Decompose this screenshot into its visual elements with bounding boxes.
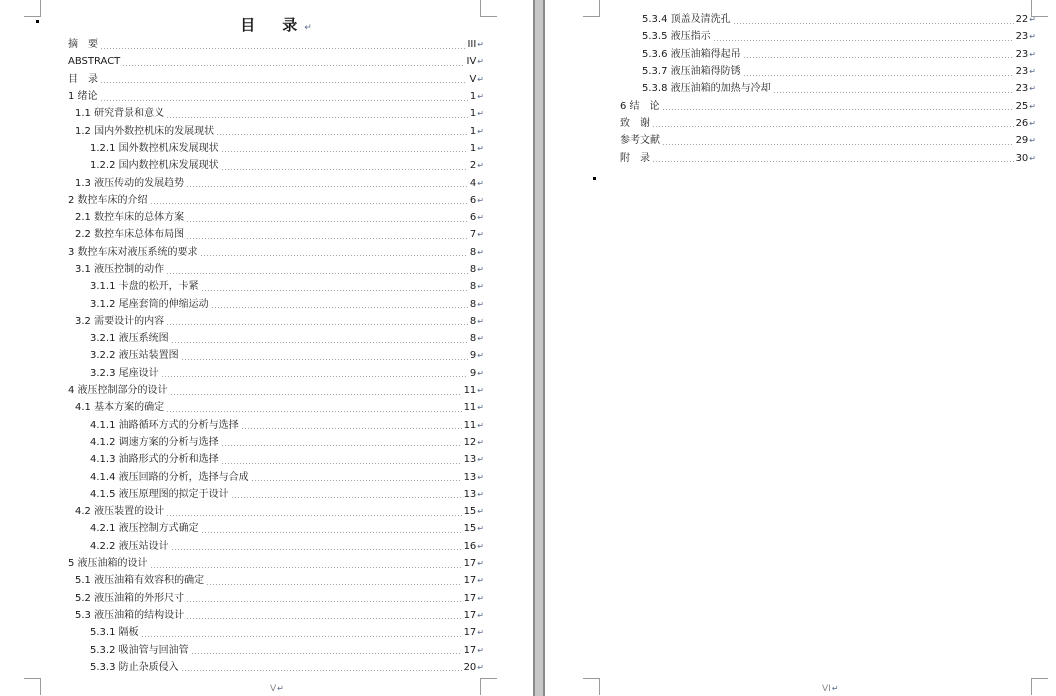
toc-entry[interactable] [68,53,484,70]
toc-entry[interactable] [68,244,484,261]
toc-entry[interactable] [68,434,484,451]
toc-entry[interactable] [68,192,484,209]
crop-mark [24,678,41,695]
toc-entry[interactable] [68,590,484,607]
paragraph-return-mark: ↵ [477,628,484,638]
toc-entry-label: 1.1 研究背景和意义 [75,108,165,120]
toc-entry-page: 23 [1015,83,1029,95]
toc-entry-label: 4.1.4 液压回路的分析，选择与合成 [90,471,249,483]
toc-leader-dots [231,497,462,498]
paragraph-return-mark: ↵ [477,576,484,586]
toc-entry-label: 5.1 液压油箱有效容积的确定 [75,575,205,587]
toc-entry-label: 4.1.2 调速方案的分析与选择 [90,436,219,448]
paragraph-return-mark: ↵ [477,403,484,413]
toc-entry-page: 13 [463,454,477,466]
toc-entry-label: 5 液压油箱的设计 [68,558,148,570]
paragraph-return-mark: ↵ [477,489,484,499]
toc-entry-label: 4.2.1 液压控制方式确定 [90,523,199,535]
toc-entry[interactable] [68,209,484,226]
toc-entry-label: 5.3.4 顶盖及清洗孔 [642,14,731,26]
paragraph-return-mark: ↵ [477,351,484,361]
toc-entry-page: 11 [463,402,477,414]
toc-leader-dots [166,411,461,412]
toc-entry[interactable] [68,278,484,295]
toc-entry-page: 17 [463,627,477,639]
toc-leader-dots [652,126,1014,127]
paragraph-return-mark: ↵ [477,524,484,534]
toc-entry-page: 11 [463,385,477,397]
toc-entry-label: 4.1.3 油路形式的分析和选择 [90,454,219,466]
paragraph-return-mark: ↵ [477,368,484,378]
toc-leader-dots [743,75,1014,76]
toc-entry[interactable] [68,624,484,641]
toc-entry[interactable] [68,295,484,312]
toc-leader-dots [200,255,468,256]
paragraph-return-mark: ↵ [477,126,484,136]
toc-entry[interactable] [68,365,484,382]
toc-entry[interactable] [68,330,484,347]
toc-leader-dots [201,290,468,291]
crop-mark [480,678,497,695]
toc-entry-page: 13 [463,471,477,483]
toc-leader-dots [216,134,468,135]
toc-entry[interactable] [68,157,484,174]
toc-entry-label: 1 绪论 [68,91,98,103]
toc-leader-dots [186,601,461,602]
toc-entry[interactable] [68,607,484,624]
toc-entry-page: 17 [463,558,477,570]
toc-leader-dots [221,169,468,170]
toc-entry[interactable] [68,313,484,330]
toc-entry[interactable] [620,149,1036,166]
toc-entry-label: 4.2 液压装置的设计 [75,506,165,518]
toc-entry-label: 4.1 基本方案的确定 [75,402,165,414]
paragraph-return-mark: ↵ [477,161,484,171]
toc-entry-page: 25 [1015,100,1029,112]
paragraph-return-mark: ↵ [477,559,484,569]
toc-leader-dots [713,40,1014,41]
toc-entry[interactable] [620,115,1036,132]
toc-entry-page: IV [466,56,477,68]
page-footer: V↵ [270,684,284,694]
toc-leader-dots [206,584,461,585]
toc-entry-label: 1.2.1 国外数控机床发展现状 [90,142,219,154]
toc-entry[interactable] [68,105,484,122]
toc-entry[interactable] [620,28,1036,45]
toc-entry-page: 6 [469,212,477,224]
paragraph-return-mark: ↵ [477,299,484,309]
toc-title: 目 录↵ [240,16,312,34]
paragraph-return-mark: ↵ [1029,118,1036,128]
toc-entry-label: 3 数控车床对液压系统的要求 [68,246,198,258]
paragraph-return-mark: ↵ [1029,136,1036,146]
toc-entry-page: 30 [1015,152,1029,164]
toc-entry-page: 17 [463,575,477,587]
paragraph-return-mark: ↵ [477,386,484,396]
toc-entry-page: 1 [469,91,477,103]
toc-entry[interactable] [68,382,484,399]
paragraph-return-mark: ↵ [477,334,484,344]
toc-entry-label: 5.3.7 液压油箱得防锈 [642,66,741,78]
toc-entry-label: 5.3.5 液压指示 [642,31,711,43]
toc-entry[interactable] [68,555,484,572]
toc-entry[interactable] [68,71,484,88]
toc-entry-page: 12 [463,436,477,448]
paragraph-return-mark: ↵ [477,507,484,517]
paragraph-return-mark: ↵ [477,541,484,551]
paragraph-return-mark: ↵ [477,282,484,292]
toc-entry-label: 5.3.3 防止杂质侵入 [90,661,179,673]
toc-leader-dots [733,23,1014,24]
toc-entry-page: 16 [463,540,477,552]
toc-leader-dots [186,221,468,222]
toc-entry[interactable] [620,11,1036,28]
toc-entry[interactable] [68,88,484,105]
toc-list-right [620,11,1036,167]
toc-entry-label: 6 结 论 [620,100,660,112]
paragraph-mark [593,177,596,180]
toc-entry[interactable] [68,140,484,157]
toc-entry-page: 23 [1015,66,1029,78]
toc-leader-dots [241,428,462,429]
toc-entry-label: 5.3.2 吸油管与回油管 [90,644,189,656]
paragraph-return-mark: ↵ [477,645,484,655]
toc-entry-page: 2 [469,160,477,172]
toc-leader-dots [221,151,468,152]
toc-leader-dots [743,57,1014,58]
toc-entry-label: 1.2 国内外数控机床的发展现状 [75,125,215,137]
toc-entry-page: 22 [1015,14,1029,26]
crop-mark [24,0,41,17]
toc-entry-label: 4.2.2 液压站设计 [90,540,169,552]
toc-list-left [68,36,484,676]
toc-entry-label: 5.2 液压油箱的外形尺寸 [75,592,185,604]
toc-entry[interactable] [68,36,484,53]
paragraph-return-mark: ↵ [477,265,484,274]
toc-entry-label: 3.2.1 液压系统图 [90,333,169,345]
toc-leader-dots [100,48,465,49]
paragraph-return-mark: ↵ [477,195,484,205]
paragraph-return-mark: ↵ [477,40,484,50]
toc-entry[interactable] [620,97,1036,114]
toc-entry[interactable] [68,520,484,537]
toc-entry-page: 1 [469,125,477,137]
toc-entry[interactable] [68,659,484,676]
paragraph-return-mark: ↵ [1029,101,1036,111]
toc-leader-dots [773,92,1014,93]
toc-entry[interactable] [68,226,484,243]
toc-entry-label: 1.2.2 国内数控机床发展现状 [90,160,219,172]
toc-entry[interactable] [68,417,484,434]
toc-leader-dots [662,144,1014,145]
paragraph-return-mark: ↵ [1029,153,1036,163]
toc-leader-dots [662,109,1014,110]
toc-entry-page: 4 [469,177,477,189]
toc-entry-page: 9 [469,350,477,362]
paragraph-return-mark: ↵ [477,472,484,482]
toc-leader-dots [166,273,468,274]
toc-entry[interactable] [68,503,484,520]
toc-entry-label: 摘 要 [68,39,98,51]
toc-entry[interactable] [68,468,484,485]
toc-leader-dots [161,376,468,377]
toc-leader-dots [100,82,467,83]
paragraph-return-mark: ↵ [1029,15,1036,25]
toc-leader-dots [100,100,468,101]
toc-entry[interactable] [68,451,484,468]
toc-entry-page: 15 [463,506,477,518]
paragraph-return-mark: ↵ [477,143,484,153]
page-footer: VI↵ [822,684,839,694]
paragraph-return-mark: ↵ [477,316,484,326]
toc-entry-page: V [469,73,477,85]
crop-mark [1031,678,1048,695]
toc-entry-page: 23 [1015,48,1029,60]
paragraph-return-mark: ↵ [477,178,484,188]
toc-entry-page: 17 [463,592,477,604]
toc-entry-label: 3.2 需要设计的内容 [75,315,165,327]
paragraph-return-mark: ↵ [477,437,484,447]
toc-entry-label: 1.3 液压传动的发展趋势 [75,177,185,189]
paragraph-return-mark: ↵ [477,74,484,84]
paragraph-return-mark: ↵ [477,247,484,257]
toc-entry[interactable] [68,486,484,503]
toc-entry-page: 17 [463,644,477,656]
paragraph-return-mark: ↵ [477,610,484,620]
toc-leader-dots [201,532,462,533]
toc-leader-dots [652,161,1014,162]
toc-entry-page: 17 [463,609,477,621]
toc-leader-dots [221,445,462,446]
toc-entry[interactable] [68,261,484,278]
toc-leader-dots [170,394,462,395]
page-gutter [533,0,545,696]
toc-entry-label: 附 录 [620,152,650,164]
paragraph-return-mark: ↵ [477,420,484,430]
paragraph-return-mark: ↵ [1029,84,1036,94]
paragraph-return-mark: ↵ [1029,32,1036,42]
toc-entry-label: ABSTRACT [68,56,121,68]
toc-entry[interactable] [620,132,1036,149]
toc-leader-dots [186,186,468,187]
toc-entry-page: 8 [469,246,477,258]
paragraph-return-mark: ↵ [477,662,484,672]
toc-entry-label: 3.1.1 卡盘的松开，卡紧 [90,281,199,293]
toc-entry-page: 9 [469,367,477,379]
toc-leader-dots [186,238,468,239]
toc-entry-label: 3.2.3 尾座设计 [90,367,159,379]
toc-entry-page: 29 [1015,135,1029,147]
toc-entry-label: 3.2.2 液压站装置图 [90,350,179,362]
toc-entry[interactable] [68,122,484,139]
toc-entry-label: 致 谢 [620,117,650,129]
toc-leader-dots [141,636,462,637]
toc-entry-label: 4 液压控制部分的设计 [68,385,168,397]
toc-leader-dots [166,515,461,516]
toc-entry-label: 3.1.2 尾座套筒的伸缩运动 [90,298,209,310]
toc-leader-dots [150,203,468,204]
toc-leader-dots [211,307,468,308]
toc-entry-page: 7 [469,229,477,241]
toc-entry-label: 5.3.8 液压油箱的加热与冷却 [642,83,771,95]
crop-mark [583,0,600,17]
paragraph-return-mark: ↵ [477,593,484,603]
paragraph-return-mark: ↵ [477,213,484,223]
toc-leader-dots [166,117,468,118]
toc-entry-page: 1 [469,108,477,120]
toc-entry-label: 3.1 液压控制的动作 [75,264,165,275]
paragraph-return-mark: ↵ [1029,67,1036,77]
toc-entry[interactable] [68,174,484,191]
toc-entry-page: 8 [469,298,477,310]
toc-entry-page: 8 [469,281,477,293]
toc-entry-label: 2 数控车床的介绍 [68,194,148,206]
toc-leader-dots [171,549,462,550]
paragraph-return-mark: ↵ [1029,49,1036,59]
toc-leader-dots [191,653,462,654]
toc-entry-label: 2.2 数控车床总体布局图 [75,229,185,241]
toc-entry-page: 8 [469,333,477,345]
toc-entry[interactable] [68,572,484,589]
paragraph-return-mark: ↵ [304,23,312,33]
toc-leader-dots [122,65,464,66]
toc-entry-label: 5.3.6 液压油箱得起吊 [642,48,741,60]
toc-entry-page: 8 [469,315,477,327]
toc-leader-dots [221,463,462,464]
toc-entry-label: 2.1 数控车床的总体方案 [75,212,185,224]
toc-entry-page: 15 [463,523,477,535]
toc-entry[interactable] [620,80,1036,97]
toc-entry[interactable] [68,347,484,364]
toc-leader-dots [150,567,462,568]
toc-entry-label: 参考文献 [620,135,660,147]
toc-entry-page: 26 [1015,117,1029,129]
toc-entry-label: 5.3.1 隔板 [90,627,139,639]
toc-leader-dots [171,342,468,343]
toc-entry[interactable] [68,399,484,416]
toc-entry[interactable] [620,46,1036,63]
toc-entry-page: III [467,39,477,51]
toc-entry-page: 1 [469,142,477,154]
toc-entry-label: 目 录 [68,73,98,85]
toc-entry-page: 13 [463,488,477,500]
toc-leader-dots [181,359,468,360]
toc-entry[interactable] [68,641,484,658]
paragraph-return-mark: ↵ [477,109,484,119]
toc-leader-dots [186,618,461,619]
crop-mark [583,678,600,695]
toc-entry[interactable] [68,538,484,555]
toc-entry-label: 4.1.5 液压原理图的拟定于设计 [90,488,229,500]
toc-entry-page: 23 [1015,31,1029,43]
toc-entry-label: 4.1.1 油路循环方式的分析与选择 [90,419,239,431]
toc-entry-page: 6 [469,194,477,206]
toc-leader-dots [181,670,462,671]
paragraph-return-mark: ↵ [477,57,484,67]
toc-leader-dots [166,324,468,325]
paragraph-return-mark: ↵ [477,230,484,240]
toc-entry-page: 8 [469,264,477,275]
paragraph-mark [36,20,39,23]
toc-entry-page: 11 [463,419,477,431]
paragraph-return-mark: ↵ [477,92,484,102]
toc-leader-dots [251,480,462,481]
toc-entry[interactable] [620,63,1036,80]
paragraph-return-mark: ↵ [477,455,484,465]
toc-entry-page: 20 [463,661,477,673]
toc-entry-label: 5.3 液压油箱的结构设计 [75,609,185,621]
